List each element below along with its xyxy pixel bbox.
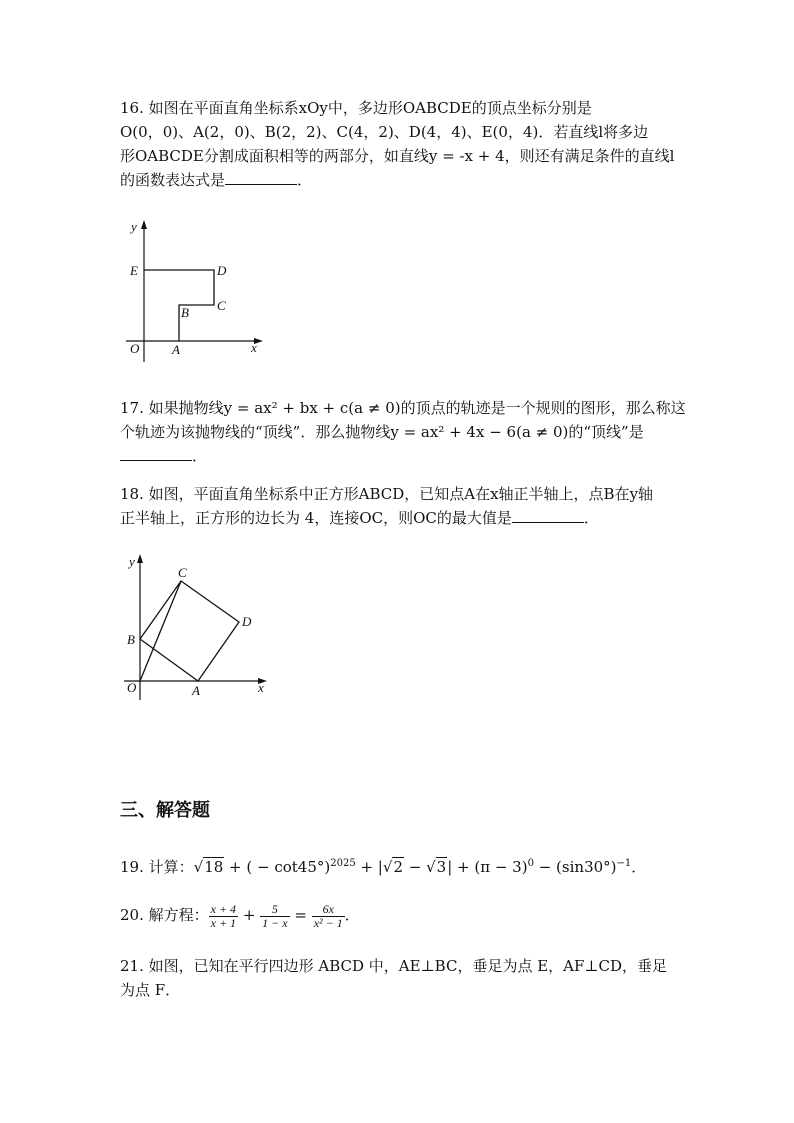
q20-fraction-3: $\frac{6x}{\text{x² − 1}}$ [313,901,343,930]
q17-line-2: 个轨迹为该抛物线的“顶线”．那么抛物线y = ax² + 4x − 6(a ≠ 0)的“顶线”是 [120,423,644,441]
q19-end: ． [631,858,647,876]
q16-line-3: 形OABCDE分割成面积相等的两部分，如直线y = -x + 4，则还有满足条件的直线l [120,147,675,165]
q21-line-1: 21. 如图，已知在平行四边形 ABCD 中，AE⊥BC，垂足为点 E，AF⊥CD，垂足 [120,957,668,975]
q16-period: ． [297,171,313,189]
q17-line-1: 17. 如果抛物线y = ax² + bx + c(a ≠ 0)的顶点的轨迹是一个规则的图形，那么称这 [120,399,686,417]
q18-figure [118,550,278,702]
q20-line [120,900,360,930]
q19-part-4: − (sin30°) [533,858,617,876]
q19-prefix: 19. 计算： [120,858,194,876]
q19-exp-2: 0 [527,858,534,869]
q17-line-3 [120,446,207,466]
q16-label-B: B [181,305,189,320]
q19-sqrt-18: 18 [204,858,224,876]
q18-prompt: 正半轴上，正方形的边长为 4，连接OC，则OC的最大值是 [120,509,512,527]
q16-label-D: D [217,263,227,278]
q19-part-2: + | [355,858,383,876]
q18-line-2 [120,508,599,528]
q18-label-x: x [258,680,264,695]
q18-label-A: A [192,683,200,698]
q19-part-3: | + (π − 3) [447,858,528,876]
q16-label-O: O [130,341,140,356]
q20-fraction-1: $\frac{x + 4}{x + 1}$ [210,901,237,930]
q20-prefix: 20. 解方程： [120,906,209,924]
q20-fraction-2: $\frac{5}{1 - x}$ [262,901,288,930]
sqrt-symbol-icon: √ [426,858,436,876]
q18-label-D: D [242,614,252,629]
q19-exp-3: −1 [616,858,632,869]
q18-label-O: O [127,680,137,695]
q19-minus: − [403,858,427,876]
q16-line-2: O(0，0)、A(2，0)、B(2，2)、C(4，2)、D(4，4)、E(0，4)．若直线l将多边 [120,123,649,141]
q18-period: ． [583,509,599,527]
q18-line-1: 18. 如图，平面直角坐标系中正方形ABCD，已知点A在x轴正半轴上，点B在y轴 [120,485,654,503]
q16-label-C: C [217,298,226,313]
q19-part-1: + ( − cot45°) [224,858,331,876]
q19-sqrt-3: 3 [436,858,447,876]
q16-label-x: x [251,340,257,355]
q18-label-y: y [129,554,135,569]
q19-sqrt-2: 2 [393,858,403,876]
q20-equals: = [289,906,312,924]
q16-answer-blank [225,170,297,185]
q16-label-E: E [130,263,138,278]
q20-plus: + [238,906,261,924]
q16-figure [118,216,268,362]
q18-label-B: B [127,632,135,647]
sqrt-symbol-icon: √ [193,858,204,876]
q16-line-1: 16. 如图在平面直角坐标系xOy中，多边形OABCDE的顶点坐标分别是 [120,99,592,117]
q16-line-4 [120,170,312,190]
q16-label-y: y [131,219,137,234]
q18-label-C: C [178,565,187,580]
sqrt-symbol-icon: √ [382,858,393,876]
q19-line [120,854,646,877]
section-title: 三、解答题 [120,800,210,821]
q17-answer-blank [120,446,192,461]
q16-label-A: A [172,342,180,357]
q21-line-2: 为点 F． [120,981,181,999]
q17-period: ． [192,447,208,465]
q18-answer-blank [512,508,584,523]
q20-end: ． [344,906,360,924]
q19-exp-1: 2025 [330,858,356,869]
q16-prompt: 的函数表达式是 [120,171,226,189]
